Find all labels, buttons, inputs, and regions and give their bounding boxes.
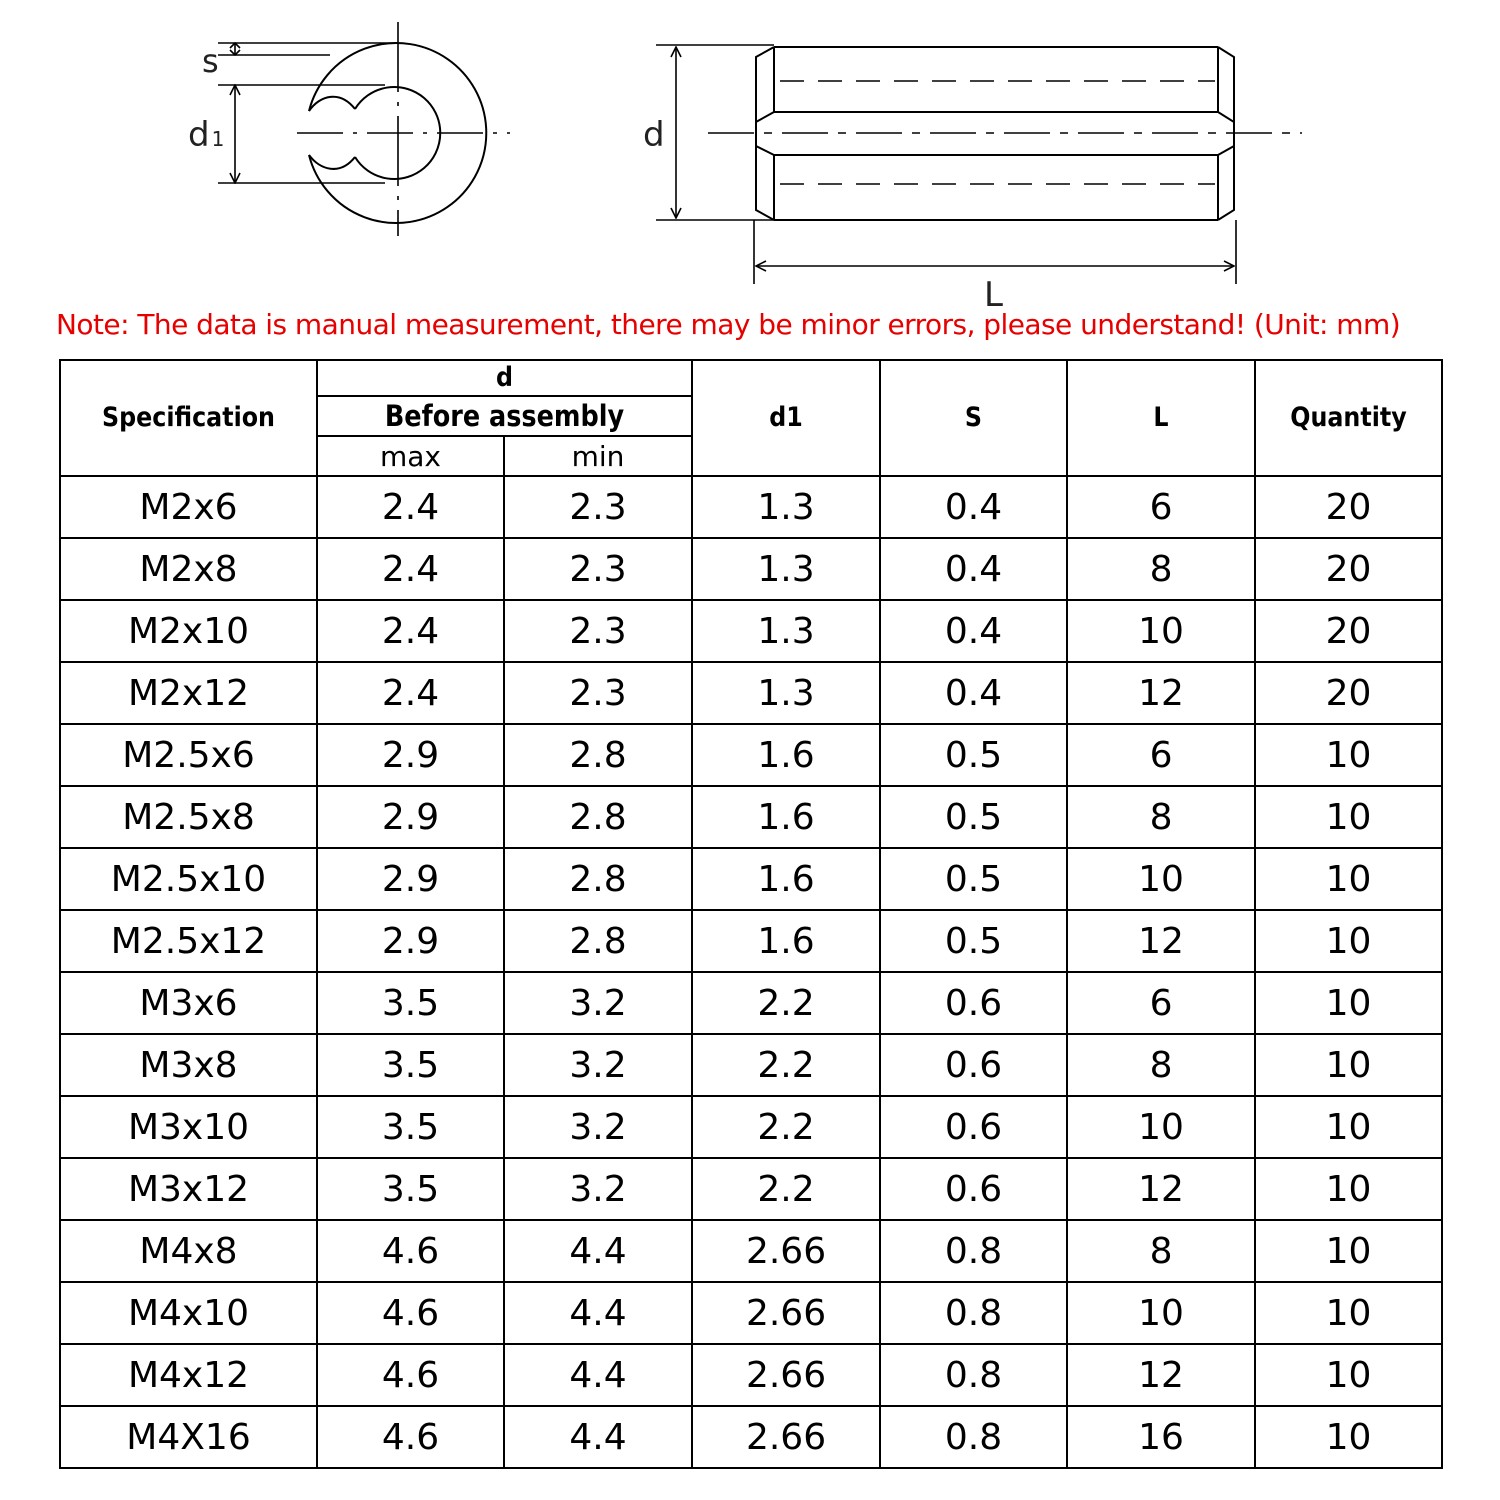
slot-lower-edge (309, 155, 355, 169)
cell-d-min: 2.8 (504, 848, 692, 910)
cell-d-min: 3.2 (504, 1158, 692, 1220)
cell-d-min: 4.4 (504, 1344, 692, 1406)
cell-d-min: 2.3 (504, 476, 692, 538)
cell-d-min: 2.3 (504, 662, 692, 724)
cell-quantity: 20 (1255, 476, 1442, 538)
table-row (60, 724, 1442, 786)
cell-d-max: 2.9 (317, 786, 504, 848)
cross-section-view (218, 22, 510, 236)
header-d: d (340, 360, 670, 396)
cell-quantity: 10 (1255, 1220, 1442, 1282)
cell-specification: M2.5x12 (60, 910, 317, 972)
table-row (60, 910, 1442, 972)
cell-s: 0.6 (880, 1096, 1067, 1158)
s-label: s (202, 42, 219, 80)
cell-quantity: 10 (1255, 848, 1442, 910)
cell-specification: M2.5x6 (60, 724, 317, 786)
header-min: min (504, 436, 692, 476)
side-view (656, 45, 1302, 284)
cell-d-max: 2.9 (317, 848, 504, 910)
cell-d-max: 2.4 (317, 538, 504, 600)
cell-d1: 1.3 (692, 538, 880, 600)
cell-L: 12 (1067, 1158, 1255, 1220)
cell-d-max: 2.9 (317, 724, 504, 786)
cell-s: 0.8 (880, 1406, 1067, 1468)
cell-L: 8 (1067, 786, 1255, 848)
cell-d-max: 3.5 (317, 1096, 504, 1158)
table-row (60, 1220, 1442, 1282)
cell-s: 0.5 (880, 724, 1067, 786)
table-row (60, 972, 1442, 1034)
cell-L: 8 (1067, 1034, 1255, 1096)
cell-quantity: 20 (1255, 600, 1442, 662)
cell-L: 12 (1067, 1344, 1255, 1406)
cell-quantity: 10 (1255, 1282, 1442, 1344)
table-row (60, 1158, 1442, 1220)
cell-quantity: 10 (1255, 1096, 1442, 1158)
cell-d1: 1.3 (692, 476, 880, 538)
cell-quantity: 10 (1255, 1344, 1442, 1406)
cell-d-min: 2.3 (504, 600, 692, 662)
cell-L: 10 (1067, 1282, 1255, 1344)
measurement-note: Note: The data is manual measurement, there may be minor errors, please understand! (Unit: mm) (56, 308, 1401, 341)
cell-quantity: 10 (1255, 724, 1442, 786)
cell-quantity: 10 (1255, 910, 1442, 972)
cell-specification: M4X16 (60, 1406, 317, 1468)
cell-L: 10 (1067, 1096, 1255, 1158)
table-row (60, 1282, 1442, 1344)
cell-quantity: 10 (1255, 1158, 1442, 1220)
cell-L: 6 (1067, 972, 1255, 1034)
cell-s: 0.5 (880, 910, 1067, 972)
cell-L: 16 (1067, 1406, 1255, 1468)
cell-d-max: 2.9 (317, 910, 504, 972)
pin-dimension-diagram (0, 0, 1500, 310)
cell-d1: 2.2 (692, 1034, 880, 1096)
cell-d-min: 2.8 (504, 724, 692, 786)
cell-specification: M3x8 (60, 1034, 317, 1096)
cell-d-max: 4.6 (317, 1282, 504, 1344)
cell-s: 0.6 (880, 972, 1067, 1034)
header-s: S (891, 360, 1056, 476)
cell-s: 0.5 (880, 786, 1067, 848)
cell-quantity: 20 (1255, 538, 1442, 600)
cell-L: 10 (1067, 848, 1255, 910)
cell-quantity: 10 (1255, 1034, 1442, 1096)
cell-L: 8 (1067, 538, 1255, 600)
cell-d-min: 2.3 (504, 538, 692, 600)
cell-d-min: 4.4 (504, 1406, 692, 1468)
cell-d1: 1.6 (692, 724, 880, 786)
cell-d-max: 2.4 (317, 600, 504, 662)
table-body (60, 476, 1442, 1468)
cell-d-max: 4.6 (317, 1406, 504, 1468)
cell-d1: 2.66 (692, 1406, 880, 1468)
cell-quantity: 10 (1255, 786, 1442, 848)
cell-d-min: 2.8 (504, 910, 692, 972)
table-row (60, 662, 1442, 724)
cell-specification: M2.5x8 (60, 786, 317, 848)
header-d1: d1 (703, 360, 868, 476)
cell-d-max: 4.6 (317, 1344, 504, 1406)
cell-s: 0.6 (880, 1034, 1067, 1096)
cell-specification: M4x8 (60, 1220, 317, 1282)
cell-specification: M4x12 (60, 1344, 317, 1406)
cell-d-min: 4.4 (504, 1282, 692, 1344)
cell-d-max: 3.5 (317, 972, 504, 1034)
cell-s: 0.6 (880, 1158, 1067, 1220)
cell-s: 0.4 (880, 600, 1067, 662)
cell-quantity: 20 (1255, 662, 1442, 724)
header-max: max (317, 436, 504, 476)
table-row (60, 1096, 1442, 1158)
cell-s: 0.4 (880, 476, 1067, 538)
table-row (60, 786, 1442, 848)
header-before-assembly: Before assembly (340, 396, 670, 436)
cell-quantity: 10 (1255, 1406, 1442, 1468)
cell-d1: 2.66 (692, 1344, 880, 1406)
cell-d1: 2.2 (692, 1158, 880, 1220)
cell-specification: M2.5x10 (60, 848, 317, 910)
L-label: L (984, 275, 1003, 310)
header-specification: Specification (75, 360, 301, 476)
cell-d1: 1.6 (692, 786, 880, 848)
cell-d1: 2.2 (692, 972, 880, 1034)
cell-s: 0.8 (880, 1282, 1067, 1344)
cell-d-min: 3.2 (504, 1034, 692, 1096)
d1-label: d 1 (188, 115, 225, 155)
cell-specification: M3x10 (60, 1096, 317, 1158)
cell-d1: 1.3 (692, 600, 880, 662)
cell-L: 6 (1067, 724, 1255, 786)
table-row (60, 600, 1442, 662)
cell-s: 0.8 (880, 1220, 1067, 1282)
cell-s: 0.4 (880, 538, 1067, 600)
cell-d-min: 2.8 (504, 786, 692, 848)
cell-d-max: 2.4 (317, 662, 504, 724)
table-row (60, 538, 1442, 600)
specification-table (59, 359, 1443, 1469)
slot-upper-edge (309, 97, 355, 111)
table-row (60, 1406, 1442, 1468)
cell-specification: M2x12 (60, 662, 317, 724)
header-quantity: Quantity (1266, 360, 1431, 476)
d-label: d (643, 115, 665, 155)
cell-specification: M2x10 (60, 600, 317, 662)
cell-d1: 2.66 (692, 1282, 880, 1344)
cell-L: 6 (1067, 476, 1255, 538)
cell-s: 0.5 (880, 848, 1067, 910)
cell-d-min: 3.2 (504, 1096, 692, 1158)
cell-s: 0.4 (880, 662, 1067, 724)
cell-d1: 2.66 (692, 1220, 880, 1282)
cell-specification: M4x10 (60, 1282, 317, 1344)
cell-d-min: 3.2 (504, 972, 692, 1034)
cell-specification: M2x6 (60, 476, 317, 538)
cell-L: 12 (1067, 662, 1255, 724)
cell-d1: 1.6 (692, 848, 880, 910)
table-row (60, 476, 1442, 538)
cell-specification: M2x8 (60, 538, 317, 600)
table-row (60, 848, 1442, 910)
header-L: L (1078, 360, 1243, 476)
cell-quantity: 10 (1255, 972, 1442, 1034)
cell-d1: 2.2 (692, 1096, 880, 1158)
cell-d-max: 2.4 (317, 476, 504, 538)
cell-L: 10 (1067, 600, 1255, 662)
cell-specification: M3x12 (60, 1158, 317, 1220)
table-row (60, 1344, 1442, 1406)
table-row (60, 1034, 1442, 1096)
cell-d-max: 4.6 (317, 1220, 504, 1282)
cell-d-max: 3.5 (317, 1158, 504, 1220)
cell-L: 12 (1067, 910, 1255, 972)
cell-s: 0.8 (880, 1344, 1067, 1406)
cell-d-max: 3.5 (317, 1034, 504, 1096)
cell-d-min: 4.4 (504, 1220, 692, 1282)
cell-d1: 1.3 (692, 662, 880, 724)
cell-L: 8 (1067, 1220, 1255, 1282)
cell-d1: 1.6 (692, 910, 880, 972)
cell-specification: M3x6 (60, 972, 317, 1034)
